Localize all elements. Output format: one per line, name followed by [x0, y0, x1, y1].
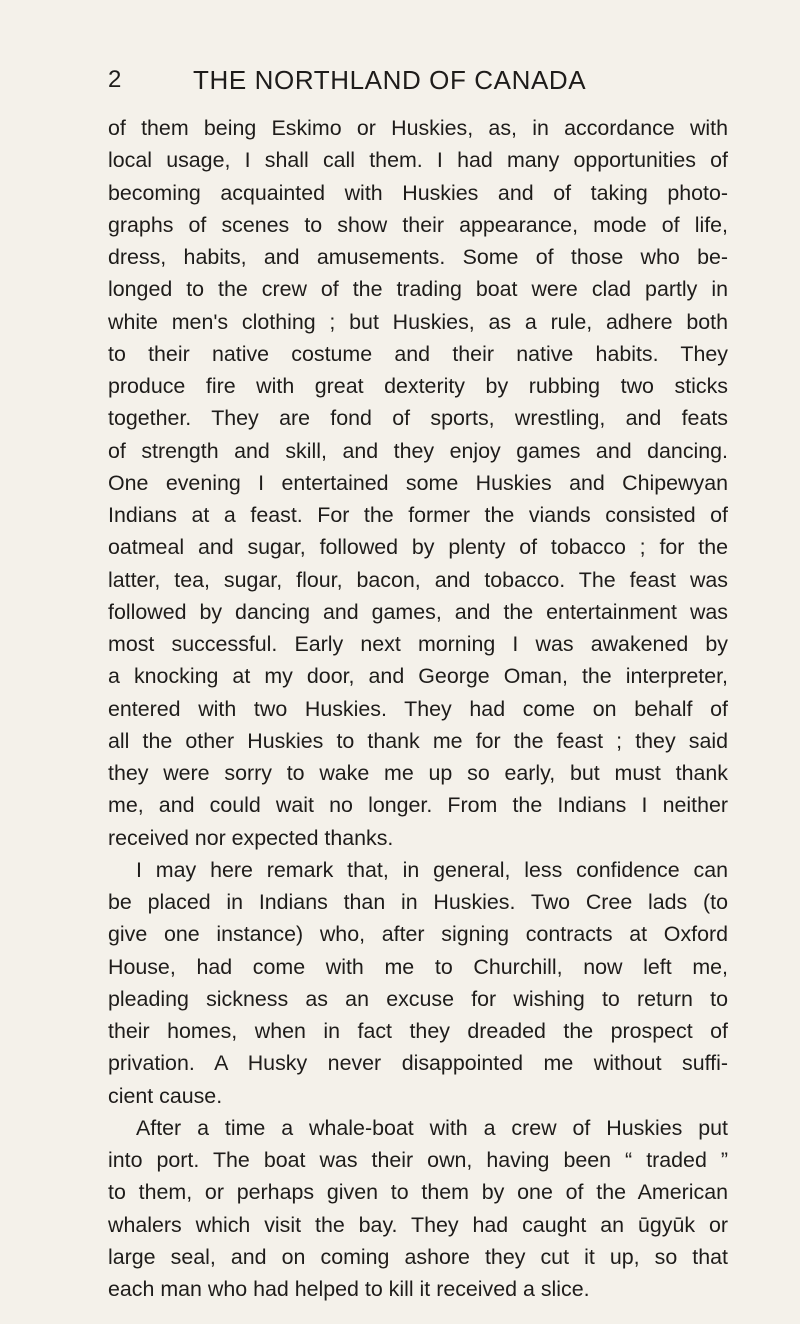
- text-line: longed to the crew of the trading boat were clad partly in: [108, 277, 728, 302]
- text-line: to them, or perhaps given to them by one of the American: [108, 1180, 728, 1205]
- text-line: Indians at a feast. For the former the viands consisted of: [108, 503, 728, 527]
- body-text: [108, 112, 728, 1305]
- text-line: oatmeal and sugar, followed by plenty of tobacco ; for the: [108, 535, 728, 560]
- text-line: becoming acquainted with Huskies and of taking photo-: [108, 180, 728, 205]
- text-line: entered with two Huskies. They had come on behalf of: [108, 696, 728, 721]
- text-line: cient cause.: [108, 1083, 223, 1108]
- text-line: followed by dancing and games, and the entertainment was: [108, 599, 728, 624]
- running-head-title: THE NORTHLAND OF CANADA: [193, 65, 587, 95]
- text-line: most successful. Early next morning I was awakened by: [108, 632, 728, 656]
- text-line: each man who had helped to kill it received a slice.: [108, 1277, 590, 1301]
- text-line: local usage, I shall call them. I had many opportunities of: [108, 148, 728, 173]
- text-line: white men's clothing ; but Huskies, as a rule, adhere both: [108, 309, 728, 334]
- text-line: large seal, and on coming ashore they cut it up, so that: [108, 1244, 728, 1269]
- text-line: me, and could wait no longer. From the Indians I neither: [108, 793, 728, 818]
- text-line: they were sorry to wake me up so early, but must thank: [108, 761, 728, 785]
- text-line: graphs of scenes to show their appearance, mode of life,: [108, 212, 728, 237]
- text-line: House, had come with me to Churchill, now left me,: [108, 954, 728, 979]
- text-line: whalers which visit the bay. They had caught an ūgyūk or: [108, 1212, 728, 1237]
- text-line: I may here remark that, in general, less confidence can: [136, 857, 728, 882]
- paragraph-3: [108, 1112, 728, 1306]
- text-line: latter, tea, sugar, flour, bacon, and tobacco. The feast was: [108, 567, 728, 592]
- text-line: their homes, when in fact they dreaded the prospect of: [108, 1019, 728, 1043]
- text-line: be placed in Indians than in Huskies. Two Cree lads (to: [108, 890, 728, 914]
- text-line: all the other Huskies to thank me for the feast ; they said: [108, 728, 728, 753]
- text-line: of them being Eskimo or Huskies, as, in accordance with: [108, 116, 728, 140]
- text-line: One evening I entertained some Huskies and Chipewyan: [108, 470, 728, 495]
- text-line: a knocking at my door, and George Oman, the interpreter,: [108, 664, 728, 689]
- text-line: produce fire with great dexterity by rubbing two sticks: [108, 374, 728, 398]
- text-line: to their native costume and their native habits. They: [108, 341, 728, 366]
- text-line: into port. The boat was their own, having been “ traded ”: [108, 1148, 728, 1172]
- text-line: privation. A Husky never disappointed me without suffi-: [108, 1051, 728, 1076]
- paragraph-2: [108, 854, 728, 1112]
- paragraph-1: [108, 112, 728, 854]
- text-line: together. They are fond of sports, wrestling, and feats: [108, 406, 728, 431]
- page-number: 2: [108, 66, 122, 93]
- text-line: dress, habits, and amusements. Some of those who be-: [108, 245, 728, 269]
- running-head: [108, 64, 728, 98]
- text-line: of strength and skill, and they enjoy games and dancing.: [108, 438, 728, 463]
- text-line: received nor expected thanks.: [108, 825, 394, 850]
- text-line: pleading sickness as an excuse for wishing to return to: [108, 986, 728, 1011]
- text-line: give one instance) who, after signing contracts at Oxford: [108, 922, 728, 947]
- text-line: After a time a whale-boat with a crew of Huskies put: [136, 1115, 728, 1140]
